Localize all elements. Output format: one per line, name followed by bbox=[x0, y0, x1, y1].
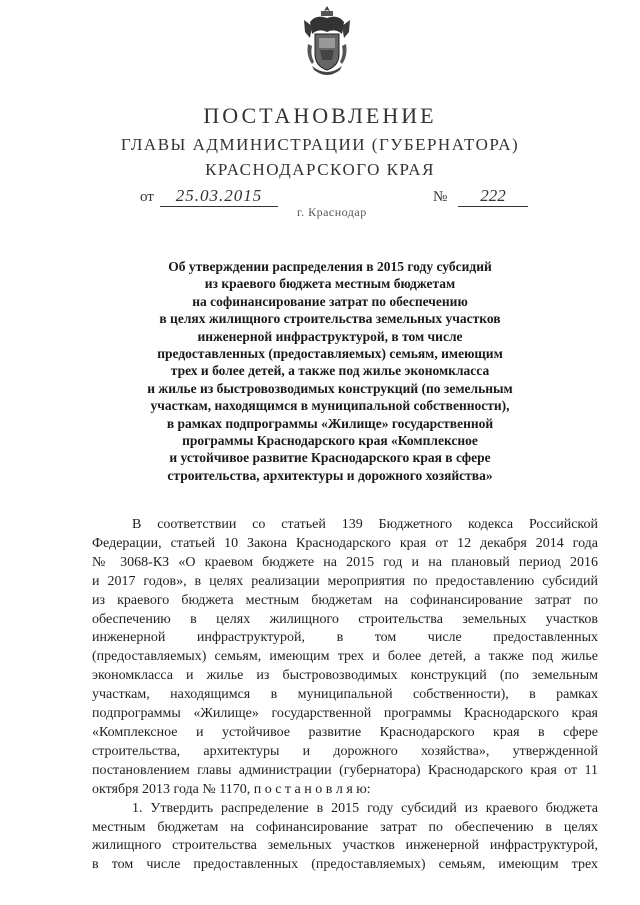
body-line: и 2017 годов», в целях реализации мероприятия по предоставлению субсидий bbox=[92, 573, 598, 589]
subject-line: и жилье из быстровозводимых конструкций (по земельным bbox=[147, 380, 513, 396]
document-body bbox=[92, 516, 598, 875]
document-number: 222 bbox=[458, 186, 528, 207]
body-line: в том числе предоставленных (предоставляемых) семьям, имеющим трех bbox=[92, 857, 598, 873]
subject-line: инженерной инфраструктурой, в том числе bbox=[197, 328, 463, 344]
document-subject bbox=[140, 258, 520, 484]
body-line: октября 2013 года № 1170, п о с т а н о в л я ю: bbox=[92, 781, 371, 797]
date-prefix: от bbox=[140, 189, 154, 205]
body-line: из краевого бюджета местным бюджетам на софинансирование затрат по bbox=[92, 592, 598, 608]
subject-line: в целях жилищного строительства земельных участков bbox=[159, 311, 501, 327]
subject-line: Об утверждении распределения в 2015 году субсидий bbox=[168, 259, 492, 274]
body-line: постановлением главы администрации (губернатора) Краснодарского края от 11 bbox=[92, 762, 598, 778]
issuer-line-1: ГЛАВЫ АДМИНИСТРАЦИИ (ГУБЕРНАТОРА) bbox=[120, 135, 520, 154]
subject-line: трех и более детей, а также под жилье экономкласса bbox=[170, 363, 490, 379]
subject-line: и устойчивое развитие Краснодарского края в сфере bbox=[169, 450, 491, 466]
subject-line: в рамках подпрограммы «Жилище» государственной bbox=[166, 415, 494, 431]
city-label: г. Краснодар bbox=[297, 205, 367, 219]
body-line: экономкласса и жилье из быстровозводимых конструкций (по земельным bbox=[92, 668, 598, 684]
document-type-title: ПОСТАНОВЛЕНИЕ bbox=[203, 103, 437, 128]
body-line: подпрограммы «Жилище» государственной программы Краснодарского края bbox=[92, 706, 598, 722]
body-line: инженерной инфраструктурой, в том числе предоставленных bbox=[92, 630, 598, 646]
body-line: (предоставляемых) семьям, имеющим трех и более детей, а также под жилье bbox=[92, 649, 598, 665]
body-line: строительства, архитектуры и дорожного хозяйства», утвержденной bbox=[92, 743, 598, 759]
body-line: «Комплексное и устойчивое развитие Краснодарского края в сфере bbox=[92, 724, 598, 740]
body-line: Федерации, статьей 10 Закона Краснодарского края от 12 декабря 2014 года bbox=[92, 535, 598, 551]
subject-line: из краевого бюджета местным бюджетам bbox=[204, 276, 456, 292]
coat-of-arms-emblem bbox=[302, 4, 352, 80]
subject-line: участкам, находящимся в муниципальной собственности), bbox=[150, 398, 510, 414]
subject-line: программы Краснодарского края «Комплексное bbox=[182, 433, 478, 449]
body-line: участкам, находящимся в муниципальной собственности), в рамках bbox=[92, 687, 598, 703]
document-date: 25.03.2015 bbox=[160, 186, 278, 207]
subject-line: строительства, архитектуры и дорожного хозяйства» bbox=[167, 467, 493, 483]
subject-line: на софинансирование затрат по обеспечению bbox=[192, 293, 468, 309]
body-line: В соответствии со статьей 139 Бюджетного кодекса Российской bbox=[132, 517, 598, 532]
body-line: № 3068-КЗ «О краевом бюджете на 2015 год и на плановый период 2016 bbox=[92, 554, 598, 570]
issuer-line-2: КРАСНОДАРСКОГО КРАЯ bbox=[205, 160, 435, 179]
body-line: жилищного строительства земельных участков инженерной инфраструктурой, bbox=[92, 838, 598, 854]
number-prefix: № bbox=[433, 189, 448, 205]
subject-line: предоставленных (предоставляемых) семьям, имеющим bbox=[157, 346, 503, 362]
body-line: местным бюджетам на софинансирование затрат по обеспечению в целях bbox=[92, 819, 598, 835]
body-line: 1. Утвердить распределение в 2015 году субсидий из краевого бюджета bbox=[132, 800, 598, 816]
body-line: обеспечению в целях жилищного строительства земельных участков bbox=[92, 611, 598, 627]
